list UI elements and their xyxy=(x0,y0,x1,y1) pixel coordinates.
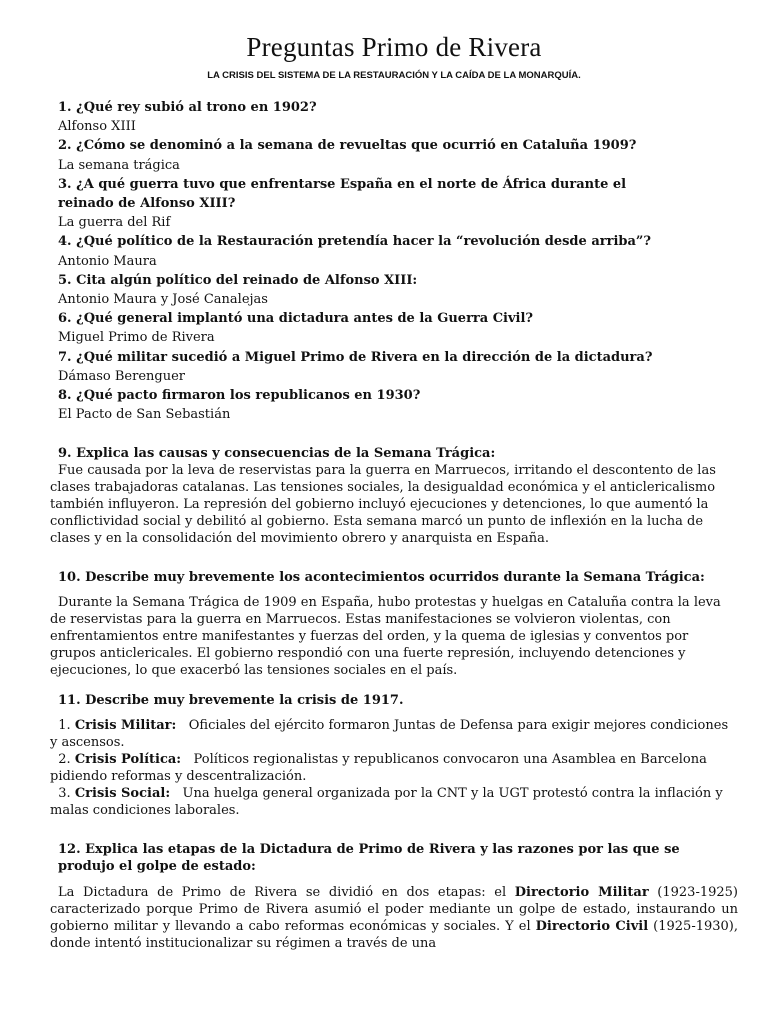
question-2: 2. ¿Cómo se denominó a la semana de revueltas que ocurrió en Cataluña 1909? xyxy=(58,138,637,154)
list-item xyxy=(50,717,738,751)
answer-10: Durante la Semana Trágica de 1909 en España, hubo protestas y huelgas en Cataluña contra la leva de reservistas para la guerra en Marruecos. Estas manifestaciones se volvieron violentas, con enfrentamientos entre manifestantes y fuerzas del orden, y la quema de iglesias y conventos por grupos anticlericales. El gobierno respondió con una fuerte represión, incluyendo detenciones y ejecuciones, lo que exacerbó las tensiones sociales en el país. xyxy=(50,595,721,679)
question-10: 10. Describe muy brevemente los acontecimientos ocurridos durante la Semana Trágica: xyxy=(58,570,705,586)
list-item xyxy=(50,751,738,785)
answer-12-text: (1923-1925) caracterizado porque Primo de Rivera asumió el poder mediante un golpe de estado, instaurando un gobierno militar y llevando a cabo reformas económicas y sociales. Y el xyxy=(50,885,738,935)
list-lead: Crisis Social: xyxy=(74,786,171,802)
answer-12-text: (1925-1930), donde intentó institucionalizar su régimen a través de una xyxy=(50,919,739,952)
answer-6: Miguel Primo de Rivera xyxy=(58,330,215,346)
section-q9 xyxy=(50,445,738,547)
list-lead: Crisis Política: xyxy=(74,752,182,768)
list-number: 3. xyxy=(58,786,71,802)
list-text: Políticos regionalistas y republicanos convocaron una Asamblea en Barcelona pidiendo reformas y descentralización. xyxy=(50,752,707,785)
crisis-list xyxy=(50,717,738,819)
page-subtitle: LA CRISIS DEL SISTEMA DE LA RESTAURACIÓN Y LA CAÍDA DE LA MONARQUÍA. xyxy=(207,70,581,81)
question-3: 3. ¿A qué guerra tuvo que enfrentarse España en el norte de África durante el reinado de Alfonso XIII? xyxy=(58,176,627,212)
question-1: 1. ¿Qué rey subió al trono en 1902? xyxy=(58,100,317,115)
section-q10 xyxy=(50,569,738,679)
list-number: 2. xyxy=(58,752,71,768)
answer-1: Alfonso XIII xyxy=(58,119,136,135)
question-6: 6. ¿Qué general implantó una dictadura antes de la Guerra Civil? xyxy=(58,311,534,327)
section-q12 xyxy=(50,841,738,952)
list-number: 1. xyxy=(58,718,71,734)
term-directorio-civil: Directorio Civil xyxy=(535,919,649,935)
short-questions xyxy=(50,98,738,424)
answer-2: La semana trágica xyxy=(58,157,180,173)
answer-7: Dámaso Berenguer xyxy=(58,368,186,384)
term-directorio-militar: Directorio Militar xyxy=(514,885,649,901)
question-12: 12. Explica las etapas de la Dictadura de Primo de Rivera y las razones por las que se produjo el golpe de estado: xyxy=(58,842,680,875)
answer-12 xyxy=(50,884,738,952)
page-title: Preguntas Primo de Rivera xyxy=(246,32,542,62)
question-7: 7. ¿Qué militar sucedió a Miguel Primo de Rivera en la dirección de la dictadura? xyxy=(58,349,653,365)
answer-12-text: La Dictadura de Primo de Rivera se dividió en dos etapas: el xyxy=(58,885,515,901)
question-9: 9. Explica las causas y consecuencias de la Semana Trágica: xyxy=(58,446,496,462)
question-11: 11. Describe muy brevemente la crisis de 1917. xyxy=(58,693,404,709)
answer-4: Antonio Maura xyxy=(58,253,157,269)
answer-8: El Pacto de San Sebastián xyxy=(58,407,231,423)
question-5: 5. Cita algún político del reinado de Alfonso XIII: xyxy=(58,272,418,288)
list-lead: Crisis Militar: xyxy=(74,718,177,734)
question-4: 4. ¿Qué político de la Restauración pretendía hacer la “revolución desde arriba”? xyxy=(58,234,651,250)
question-8: 8. ¿Qué pacto firmaron los republicanos en 1930? xyxy=(58,388,421,404)
list-item xyxy=(50,785,738,819)
section-q11 xyxy=(50,692,738,819)
list-text: Oficiales del ejército formaron Juntas de Defensa para exigir mejores condiciones y ascensos. xyxy=(50,718,729,751)
answer-3: La guerra del Rif xyxy=(58,215,171,231)
answer-9: Fue causada por la leva de reservistas para la guerra en Marruecos, irritando el descontento de las clases trabajadoras catalanas. Las tensiones sociales, la desigualdad económica y el anticlericalismo también influyeron. La represión del gobierno incluyó ejecuciones y detenciones, lo que aumentó la conflictividad social y debilitó al gobierno. Esta semana marcó un punto de inflexión en la lucha de clases y en la consolidación del movimiento obrero y anarquista en España. xyxy=(50,463,716,547)
list-text: Una huelga general organizada por la CNT y la UGT protestó contra la inflación y malas condiciones laborales. xyxy=(50,786,723,819)
answer-5: Antonio Maura y José Canalejas xyxy=(58,292,268,308)
